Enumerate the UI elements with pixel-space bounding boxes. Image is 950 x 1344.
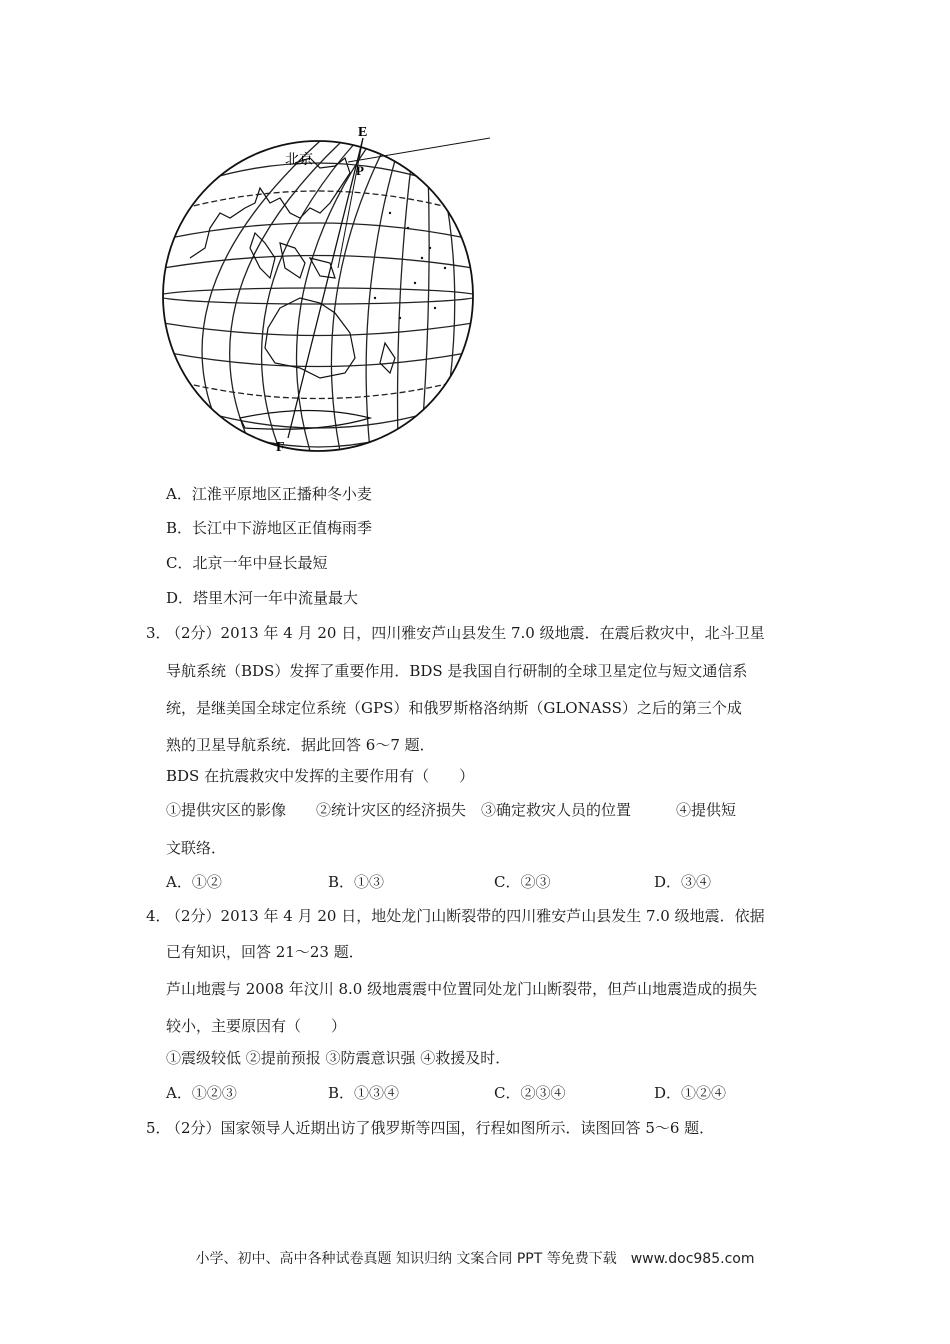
q2-option-a: A．江淮平原地区正播种冬小麦 — [166, 485, 372, 503]
globe-figure — [160, 118, 490, 463]
label-beijing: 北京 — [285, 152, 313, 168]
q5-number: 5． — [146, 1119, 171, 1137]
q3-choice-a: A．①② — [166, 873, 222, 891]
q4-line-3: 芦山地震与 2008 年汶川 8.0 级地震震中位置同处龙门山断裂带，但芦山地震造成的损失 — [166, 980, 758, 998]
q3-line-6: ①提供灾区的影像 ②统计灾区的经济损失 ③确定救灾人员的位置 ④提供短 — [166, 801, 737, 819]
q4-choice-a: A．①②③ — [166, 1084, 237, 1102]
q3-line-7: 文联络． — [166, 839, 227, 857]
q4-line-4: 较小，主要原因有（ ） — [166, 1017, 347, 1035]
q3-line-1: （2分）2013 年 4 月 20 日，四川雅安芦山县发生 7.0 级地震．在震后救灾中，北斗卫星 — [166, 624, 765, 642]
q3-line-2: 导航系统（BDS）发挥了重要作用．BDS 是我国自行研制的全球卫星定位与短文通信系 — [166, 662, 748, 680]
q3-line-5: BDS 在抗震救灾中发挥的主要作用有（ ） — [166, 767, 475, 785]
q3-line-3: 统，是继美国全球定位系统（GPS）和俄罗斯格洛纳斯（GLONASS）之后的第三个成 — [166, 699, 742, 717]
q2-option-b: B．长江中下游地区正值梅雨季 — [166, 519, 373, 537]
label-p: P — [356, 163, 364, 178]
page-footer[interactable]: 小学、初中、高中各种试卷真题 知识归纳 文案合同 PPT 等免费下载 www.doc985.com — [195, 1251, 755, 1267]
q4-line-2: 已有知识，回答 21～23 题． — [166, 943, 364, 961]
q4-number: 4． — [146, 907, 171, 925]
q3-line-4: 熟的卫星导航系统．据此回答 6～7 题． — [166, 736, 435, 754]
q4-choice-c: C．②③④ — [494, 1084, 566, 1102]
q2-option-c: C．北京一年中昼长最短 — [166, 554, 328, 572]
label-f: F — [276, 440, 285, 455]
q2-option-d: D．塔里木河一年中流量最大 — [166, 589, 359, 607]
q4-line-1: （2分）2013 年 4 月 20 日，地处龙门山断裂带的四川雅安芦山县发生 7.0 级地震．依据 — [166, 907, 765, 925]
globe-outline — [163, 141, 473, 451]
q3-number: 3． — [146, 624, 171, 642]
landmass-outlines — [190, 158, 395, 429]
q4-choice-b: B．①③④ — [328, 1084, 400, 1102]
q3-choice-b: B．①③ — [328, 873, 385, 891]
q3-choice-d: D．③④ — [654, 873, 712, 891]
ep-line — [338, 138, 363, 268]
q4-line-5: ①震级较低 ②提前预报 ③防震意识强 ④救援及时． — [166, 1049, 511, 1067]
q5-line-1: （2分）国家领导人近期出访了俄罗斯等四国，行程如图所示．读图回答 5～6 题． — [166, 1119, 715, 1137]
label-e: E — [358, 125, 368, 140]
q4-choice-d: D．①②④ — [654, 1084, 727, 1102]
q3-choice-c: C．②③ — [494, 873, 551, 891]
